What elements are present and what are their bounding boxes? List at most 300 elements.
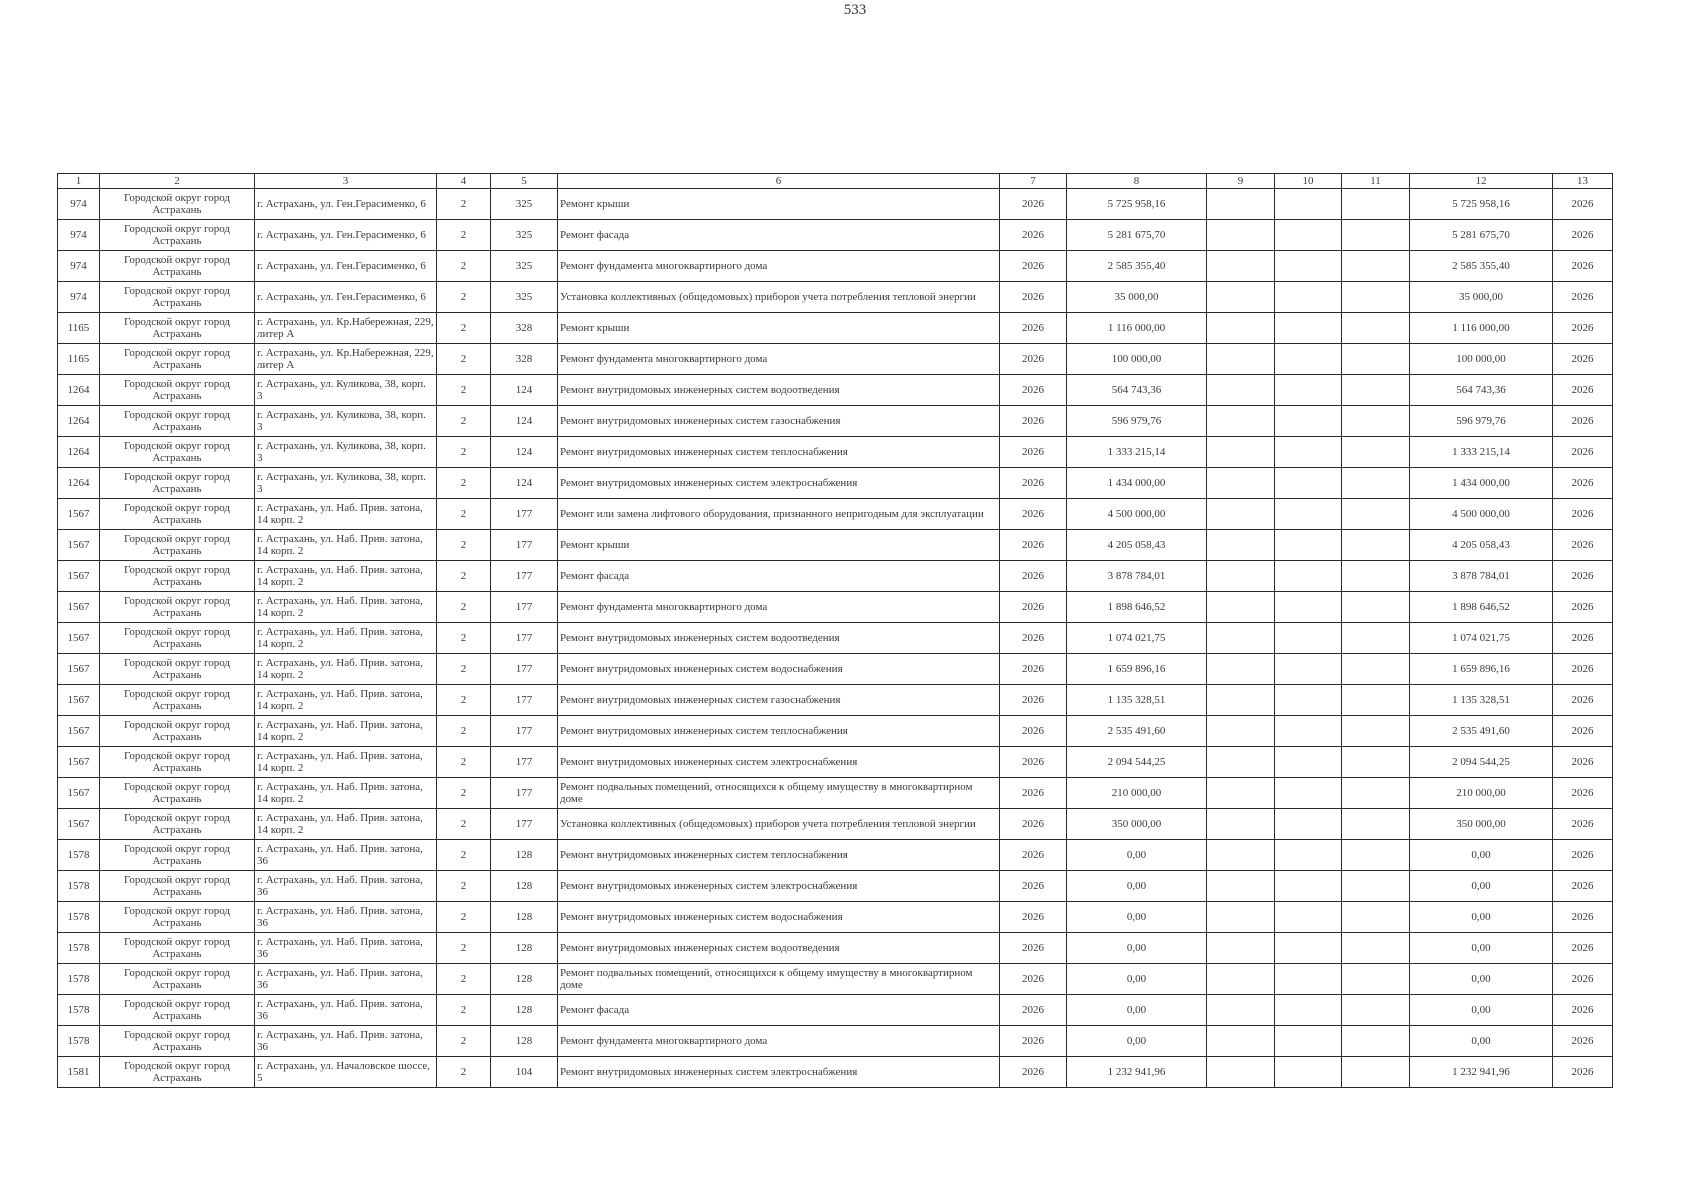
- year-cell: 2026: [1000, 406, 1067, 437]
- col10-cell: [1275, 468, 1342, 499]
- house-id-cell: 1578: [58, 1026, 100, 1057]
- cost-cell: 3 878 784,01: [1067, 561, 1207, 592]
- col5-cell: 177: [491, 747, 558, 778]
- col5-cell: 128: [491, 840, 558, 871]
- year-cell: 2026: [1000, 995, 1067, 1026]
- completion-year-cell: 2026: [1553, 840, 1613, 871]
- year-cell: 2026: [1000, 592, 1067, 623]
- year-cell: 2026: [1000, 933, 1067, 964]
- col11-cell: [1342, 623, 1410, 654]
- completion-year-cell: 2026: [1553, 1026, 1613, 1057]
- house-id-cell: 1567: [58, 530, 100, 561]
- total-cost-cell: 1 898 646,52: [1410, 592, 1553, 623]
- table-row: [58, 220, 1613, 251]
- column-header-6: 6: [558, 174, 1000, 189]
- col9-cell: [1207, 1057, 1275, 1088]
- col9-cell: [1207, 437, 1275, 468]
- col5-cell: 325: [491, 220, 558, 251]
- municipality-cell: Городской округ город Астрахань: [100, 251, 255, 282]
- year-cell: 2026: [1000, 220, 1067, 251]
- year-cell: 2026: [1000, 623, 1067, 654]
- municipality-cell: Городской округ город Астрахань: [100, 654, 255, 685]
- address-cell: г. Астрахань, ул. Началовское шоссе, 5: [255, 1057, 437, 1088]
- total-cost-cell: 100 000,00: [1410, 344, 1553, 375]
- completion-year-cell: 2026: [1553, 437, 1613, 468]
- completion-year-cell: 2026: [1553, 282, 1613, 313]
- house-id-cell: 1578: [58, 964, 100, 995]
- col4-cell: 2: [437, 499, 491, 530]
- col9-cell: [1207, 840, 1275, 871]
- table-row: [58, 685, 1613, 716]
- col5-cell: 128: [491, 995, 558, 1026]
- cost-cell: 0,00: [1067, 871, 1207, 902]
- col11-cell: [1342, 933, 1410, 964]
- column-header-8: 8: [1067, 174, 1207, 189]
- col10-cell: [1275, 840, 1342, 871]
- col5-cell: 177: [491, 654, 558, 685]
- col4-cell: 2: [437, 561, 491, 592]
- col5-cell: 177: [491, 561, 558, 592]
- cost-cell: 4 500 000,00: [1067, 499, 1207, 530]
- col5-cell: 177: [491, 592, 558, 623]
- address-cell: г. Астрахань, ул. Ген.Герасименко, 6: [255, 282, 437, 313]
- address-cell: г. Астрахань, ул. Наб. Прив. затона, 36: [255, 995, 437, 1026]
- page-number: 533: [843, 2, 867, 18]
- cost-cell: 2 585 355,40: [1067, 251, 1207, 282]
- completion-year-cell: 2026: [1553, 220, 1613, 251]
- year-cell: 2026: [1000, 561, 1067, 592]
- cost-cell: 1 333 215,14: [1067, 437, 1207, 468]
- municipality-cell: Городской округ город Астрахань: [100, 561, 255, 592]
- total-cost-cell: 596 979,76: [1410, 406, 1553, 437]
- col9-cell: [1207, 716, 1275, 747]
- total-cost-cell: 210 000,00: [1410, 778, 1553, 809]
- cost-cell: 0,00: [1067, 933, 1207, 964]
- address-cell: г. Астрахань, ул. Наб. Прив. затона, 14 корп. 2: [255, 530, 437, 561]
- year-cell: 2026: [1000, 1057, 1067, 1088]
- col5-cell: 325: [491, 282, 558, 313]
- municipality-cell: Городской округ город Астрахань: [100, 1057, 255, 1088]
- col4-cell: 2: [437, 375, 491, 406]
- address-cell: г. Астрахань, ул. Куликова, 38, корп. 3: [255, 437, 437, 468]
- col10-cell: [1275, 685, 1342, 716]
- col5-cell: 177: [491, 685, 558, 716]
- col11-cell: [1342, 871, 1410, 902]
- col10-cell: [1275, 995, 1342, 1026]
- col4-cell: 2: [437, 1057, 491, 1088]
- col4-cell: 2: [437, 809, 491, 840]
- col4-cell: 2: [437, 406, 491, 437]
- col11-cell: [1342, 468, 1410, 499]
- total-cost-cell: 0,00: [1410, 995, 1553, 1026]
- house-id-cell: 1567: [58, 809, 100, 840]
- address-cell: г. Астрахань, ул. Наб. Прив. затона, 36: [255, 933, 437, 964]
- column-header-5: 5: [491, 174, 558, 189]
- house-id-cell: 1165: [58, 344, 100, 375]
- col5-cell: 177: [491, 623, 558, 654]
- table-row: [58, 592, 1613, 623]
- total-cost-cell: 0,00: [1410, 840, 1553, 871]
- col4-cell: 2: [437, 189, 491, 220]
- work-type-cell: Ремонт внутридомовых инженерных систем теплоснабжения: [558, 716, 1000, 747]
- work-type-cell: Ремонт фасада: [558, 995, 1000, 1026]
- work-type-cell: Ремонт или замена лифтового оборудования, признанного непригодным для эксплуатации: [558, 499, 1000, 530]
- cost-cell: 5 725 958,16: [1067, 189, 1207, 220]
- house-id-cell: 1567: [58, 716, 100, 747]
- col4-cell: 2: [437, 344, 491, 375]
- col4-cell: 2: [437, 282, 491, 313]
- cost-cell: 35 000,00: [1067, 282, 1207, 313]
- house-id-cell: 1578: [58, 840, 100, 871]
- total-cost-cell: 5 281 675,70: [1410, 220, 1553, 251]
- table-row: [58, 437, 1613, 468]
- col9-cell: [1207, 375, 1275, 406]
- col5-cell: 124: [491, 375, 558, 406]
- table-row: [58, 313, 1613, 344]
- col10-cell: [1275, 654, 1342, 685]
- address-cell: г. Астрахань, ул. Наб. Прив. затона, 14 корп. 2: [255, 685, 437, 716]
- col5-cell: 124: [491, 468, 558, 499]
- completion-year-cell: 2026: [1553, 995, 1613, 1026]
- total-cost-cell: 0,00: [1410, 933, 1553, 964]
- total-cost-cell: 2 094 544,25: [1410, 747, 1553, 778]
- col5-cell: 177: [491, 499, 558, 530]
- work-type-cell: Ремонт внутридомовых инженерных систем электроснабжения: [558, 468, 1000, 499]
- col10-cell: [1275, 251, 1342, 282]
- cost-cell: 596 979,76: [1067, 406, 1207, 437]
- col5-cell: 104: [491, 1057, 558, 1088]
- column-header-3: 3: [255, 174, 437, 189]
- table-row: [58, 747, 1613, 778]
- col10-cell: [1275, 406, 1342, 437]
- completion-year-cell: 2026: [1553, 871, 1613, 902]
- col9-cell: [1207, 654, 1275, 685]
- municipality-cell: Городской округ город Астрахань: [100, 344, 255, 375]
- col5-cell: 128: [491, 1026, 558, 1057]
- address-cell: г. Астрахань, ул. Ген.Герасименко, 6: [255, 189, 437, 220]
- col9-cell: [1207, 902, 1275, 933]
- year-cell: 2026: [1000, 964, 1067, 995]
- table-row: [58, 654, 1613, 685]
- col4-cell: 2: [437, 716, 491, 747]
- year-cell: 2026: [1000, 375, 1067, 406]
- completion-year-cell: 2026: [1553, 189, 1613, 220]
- total-cost-cell: 0,00: [1410, 964, 1553, 995]
- municipality-cell: Городской округ город Астрахань: [100, 406, 255, 437]
- col4-cell: 2: [437, 964, 491, 995]
- total-cost-cell: 35 000,00: [1410, 282, 1553, 313]
- total-cost-cell: 1 135 328,51: [1410, 685, 1553, 716]
- cost-cell: 1 659 896,16: [1067, 654, 1207, 685]
- cost-cell: 1 135 328,51: [1067, 685, 1207, 716]
- cost-cell: 0,00: [1067, 902, 1207, 933]
- col11-cell: [1342, 778, 1410, 809]
- house-id-cell: 1567: [58, 685, 100, 716]
- col10-cell: [1275, 716, 1342, 747]
- year-cell: 2026: [1000, 282, 1067, 313]
- total-cost-cell: 4 500 000,00: [1410, 499, 1553, 530]
- col4-cell: 2: [437, 313, 491, 344]
- col9-cell: [1207, 406, 1275, 437]
- col9-cell: [1207, 282, 1275, 313]
- col4-cell: 2: [437, 623, 491, 654]
- address-cell: г. Астрахань, ул. Наб. Прив. затона, 36: [255, 902, 437, 933]
- col4-cell: 2: [437, 654, 491, 685]
- col5-cell: 177: [491, 778, 558, 809]
- house-id-cell: 1581: [58, 1057, 100, 1088]
- work-type-cell: Ремонт фасада: [558, 220, 1000, 251]
- house-id-cell: 1567: [58, 654, 100, 685]
- table-row: [58, 840, 1613, 871]
- col9-cell: [1207, 499, 1275, 530]
- year-cell: 2026: [1000, 778, 1067, 809]
- table-row: [58, 530, 1613, 561]
- cost-cell: 210 000,00: [1067, 778, 1207, 809]
- column-header-4: 4: [437, 174, 491, 189]
- col10-cell: [1275, 282, 1342, 313]
- col11-cell: [1342, 406, 1410, 437]
- completion-year-cell: 2026: [1553, 530, 1613, 561]
- col11-cell: [1342, 964, 1410, 995]
- cost-cell: 564 743,36: [1067, 375, 1207, 406]
- work-type-cell: Установка коллективных (общедомовых) приборов учета потребления тепловой энергии: [558, 809, 1000, 840]
- col4-cell: 2: [437, 437, 491, 468]
- col4-cell: 2: [437, 1026, 491, 1057]
- col11-cell: [1342, 344, 1410, 375]
- completion-year-cell: 2026: [1553, 902, 1613, 933]
- table-row: [58, 623, 1613, 654]
- work-type-cell: Ремонт фасада: [558, 561, 1000, 592]
- completion-year-cell: 2026: [1553, 1057, 1613, 1088]
- completion-year-cell: 2026: [1553, 344, 1613, 375]
- municipality-cell: Городской округ город Астрахань: [100, 747, 255, 778]
- total-cost-cell: 2 585 355,40: [1410, 251, 1553, 282]
- col11-cell: [1342, 592, 1410, 623]
- col11-cell: [1342, 437, 1410, 468]
- address-cell: г. Астрахань, ул. Наб. Прив. затона, 14 корп. 2: [255, 623, 437, 654]
- col11-cell: [1342, 220, 1410, 251]
- completion-year-cell: 2026: [1553, 933, 1613, 964]
- col10-cell: [1275, 809, 1342, 840]
- work-type-cell: Ремонт внутридомовых инженерных систем водоотведения: [558, 623, 1000, 654]
- work-type-cell: Ремонт фундамента многоквартирного дома: [558, 344, 1000, 375]
- total-cost-cell: 1 074 021,75: [1410, 623, 1553, 654]
- year-cell: 2026: [1000, 654, 1067, 685]
- municipality-cell: Городской округ город Астрахань: [100, 189, 255, 220]
- col9-cell: [1207, 468, 1275, 499]
- col4-cell: 2: [437, 871, 491, 902]
- col9-cell: [1207, 1026, 1275, 1057]
- col4-cell: 2: [437, 530, 491, 561]
- total-cost-cell: 1 232 941,96: [1410, 1057, 1553, 1088]
- year-cell: 2026: [1000, 809, 1067, 840]
- work-type-cell: Ремонт крыши: [558, 189, 1000, 220]
- house-id-cell: 974: [58, 282, 100, 313]
- year-cell: 2026: [1000, 344, 1067, 375]
- col5-cell: 124: [491, 437, 558, 468]
- col11-cell: [1342, 530, 1410, 561]
- col5-cell: 177: [491, 716, 558, 747]
- work-type-cell: Ремонт фундамента многоквартирного дома: [558, 251, 1000, 282]
- municipality-cell: Городской округ город Астрахань: [100, 468, 255, 499]
- col4-cell: 2: [437, 840, 491, 871]
- cost-cell: 1 898 646,52: [1067, 592, 1207, 623]
- municipality-cell: Городской округ город Астрахань: [100, 1026, 255, 1057]
- house-id-cell: 1567: [58, 561, 100, 592]
- col4-cell: 2: [437, 747, 491, 778]
- cost-cell: 0,00: [1067, 964, 1207, 995]
- house-id-cell: 1567: [58, 592, 100, 623]
- year-cell: 2026: [1000, 902, 1067, 933]
- table-row: [58, 282, 1613, 313]
- year-cell: 2026: [1000, 716, 1067, 747]
- column-header-9: 9: [1207, 174, 1275, 189]
- municipality-cell: Городской округ город Астрахань: [100, 809, 255, 840]
- col4-cell: 2: [437, 778, 491, 809]
- house-id-cell: 1567: [58, 499, 100, 530]
- completion-year-cell: 2026: [1553, 747, 1613, 778]
- address-cell: г. Астрахань, ул. Ген.Герасименко, 6: [255, 251, 437, 282]
- col5-cell: 325: [491, 189, 558, 220]
- col9-cell: [1207, 530, 1275, 561]
- municipality-cell: Городской округ город Астрахань: [100, 623, 255, 654]
- col10-cell: [1275, 747, 1342, 778]
- work-type-cell: Ремонт фундамента многоквартирного дома: [558, 592, 1000, 623]
- completion-year-cell: 2026: [1553, 809, 1613, 840]
- col10-cell: [1275, 964, 1342, 995]
- col10-cell: [1275, 623, 1342, 654]
- total-cost-cell: 0,00: [1410, 1026, 1553, 1057]
- col11-cell: [1342, 840, 1410, 871]
- completion-year-cell: 2026: [1553, 251, 1613, 282]
- table-row: [58, 1026, 1613, 1057]
- completion-year-cell: 2026: [1553, 313, 1613, 344]
- table-row: [58, 344, 1613, 375]
- work-type-cell: Ремонт внутридомовых инженерных систем газоснабжения: [558, 406, 1000, 437]
- col11-cell: [1342, 902, 1410, 933]
- municipality-cell: Городской округ город Астрахань: [100, 592, 255, 623]
- address-cell: г. Астрахань, ул. Кр.Набережная, 229, литер А: [255, 344, 437, 375]
- municipality-cell: Городской округ город Астрахань: [100, 437, 255, 468]
- house-id-cell: 974: [58, 189, 100, 220]
- table-row: [58, 561, 1613, 592]
- work-type-cell: Ремонт внутридомовых инженерных систем водоотведения: [558, 375, 1000, 406]
- municipality-cell: Городской округ город Астрахань: [100, 685, 255, 716]
- municipality-cell: Городской округ город Астрахань: [100, 840, 255, 871]
- cost-cell: 2 535 491,60: [1067, 716, 1207, 747]
- column-header-7: 7: [1000, 174, 1067, 189]
- col10-cell: [1275, 375, 1342, 406]
- municipality-cell: Городской округ город Астрахань: [100, 933, 255, 964]
- year-cell: 2026: [1000, 840, 1067, 871]
- col10-cell: [1275, 499, 1342, 530]
- cost-cell: 0,00: [1067, 995, 1207, 1026]
- work-type-cell: Ремонт внутридомовых инженерных систем теплоснабжения: [558, 437, 1000, 468]
- col11-cell: [1342, 499, 1410, 530]
- col4-cell: 2: [437, 685, 491, 716]
- col9-cell: [1207, 592, 1275, 623]
- col5-cell: 328: [491, 344, 558, 375]
- cost-cell: 5 281 675,70: [1067, 220, 1207, 251]
- house-id-cell: 1264: [58, 437, 100, 468]
- total-cost-cell: 564 743,36: [1410, 375, 1553, 406]
- total-cost-cell: 0,00: [1410, 871, 1553, 902]
- address-cell: г. Астрахань, ул. Наб. Прив. затона, 14 корп. 2: [255, 654, 437, 685]
- col10-cell: [1275, 437, 1342, 468]
- year-cell: 2026: [1000, 313, 1067, 344]
- completion-year-cell: 2026: [1553, 561, 1613, 592]
- address-cell: г. Астрахань, ул. Наб. Прив. затона, 14 корп. 2: [255, 809, 437, 840]
- address-cell: г. Астрахань, ул. Наб. Прив. затона, 14 корп. 2: [255, 716, 437, 747]
- house-id-cell: 1567: [58, 778, 100, 809]
- address-cell: г. Астрахань, ул. Кр.Набережная, 229, литер А: [255, 313, 437, 344]
- work-type-cell: Ремонт подвальных помещений, относящихся к общему имуществу в многоквартирном доме: [558, 778, 1000, 809]
- work-type-cell: Ремонт внутридомовых инженерных систем газоснабжения: [558, 685, 1000, 716]
- col9-cell: [1207, 313, 1275, 344]
- house-id-cell: 1264: [58, 406, 100, 437]
- work-type-cell: Ремонт крыши: [558, 530, 1000, 561]
- col9-cell: [1207, 251, 1275, 282]
- col9-cell: [1207, 685, 1275, 716]
- address-cell: г. Астрахань, ул. Наб. Прив. затона, 36: [255, 964, 437, 995]
- table-row: [58, 809, 1613, 840]
- col10-cell: [1275, 902, 1342, 933]
- col11-cell: [1342, 654, 1410, 685]
- col5-cell: 124: [491, 406, 558, 437]
- table-row: [58, 251, 1613, 282]
- year-cell: 2026: [1000, 871, 1067, 902]
- table-row: [58, 964, 1613, 995]
- year-cell: 2026: [1000, 468, 1067, 499]
- total-cost-cell: 1 116 000,00: [1410, 313, 1553, 344]
- col10-cell: [1275, 313, 1342, 344]
- col5-cell: 128: [491, 902, 558, 933]
- column-header-12: 12: [1410, 174, 1553, 189]
- address-cell: г. Астрахань, ул. Наб. Прив. затона, 14 корп. 2: [255, 747, 437, 778]
- cost-cell: 0,00: [1067, 1026, 1207, 1057]
- col9-cell: [1207, 871, 1275, 902]
- col10-cell: [1275, 871, 1342, 902]
- table-row: [58, 995, 1613, 1026]
- work-type-cell: Ремонт внутридомовых инженерных систем электроснабжения: [558, 871, 1000, 902]
- address-cell: г. Астрахань, ул. Наб. Прив. затона, 14 корп. 2: [255, 499, 437, 530]
- column-header-1: 1: [58, 174, 100, 189]
- col9-cell: [1207, 964, 1275, 995]
- col10-cell: [1275, 189, 1342, 220]
- col4-cell: 2: [437, 220, 491, 251]
- municipality-cell: Городской округ город Астрахань: [100, 282, 255, 313]
- col5-cell: 328: [491, 313, 558, 344]
- municipality-cell: Городской округ город Астрахань: [100, 375, 255, 406]
- table-row: [58, 375, 1613, 406]
- table-row: [58, 1057, 1613, 1088]
- year-cell: 2026: [1000, 530, 1067, 561]
- total-cost-cell: 1 434 000,00: [1410, 468, 1553, 499]
- completion-year-cell: 2026: [1553, 375, 1613, 406]
- total-cost-cell: 350 000,00: [1410, 809, 1553, 840]
- address-cell: г. Астрахань, ул. Наб. Прив. затона, 36: [255, 840, 437, 871]
- col5-cell: 325: [491, 251, 558, 282]
- col5-cell: 177: [491, 809, 558, 840]
- col9-cell: [1207, 220, 1275, 251]
- col11-cell: [1342, 561, 1410, 592]
- column-header-2: 2: [100, 174, 255, 189]
- address-cell: г. Астрахань, ул. Наб. Прив. затона, 14 корп. 2: [255, 778, 437, 809]
- cost-cell: 350 000,00: [1067, 809, 1207, 840]
- year-cell: 2026: [1000, 685, 1067, 716]
- municipality-cell: Городской округ город Астрахань: [100, 871, 255, 902]
- completion-year-cell: 2026: [1553, 778, 1613, 809]
